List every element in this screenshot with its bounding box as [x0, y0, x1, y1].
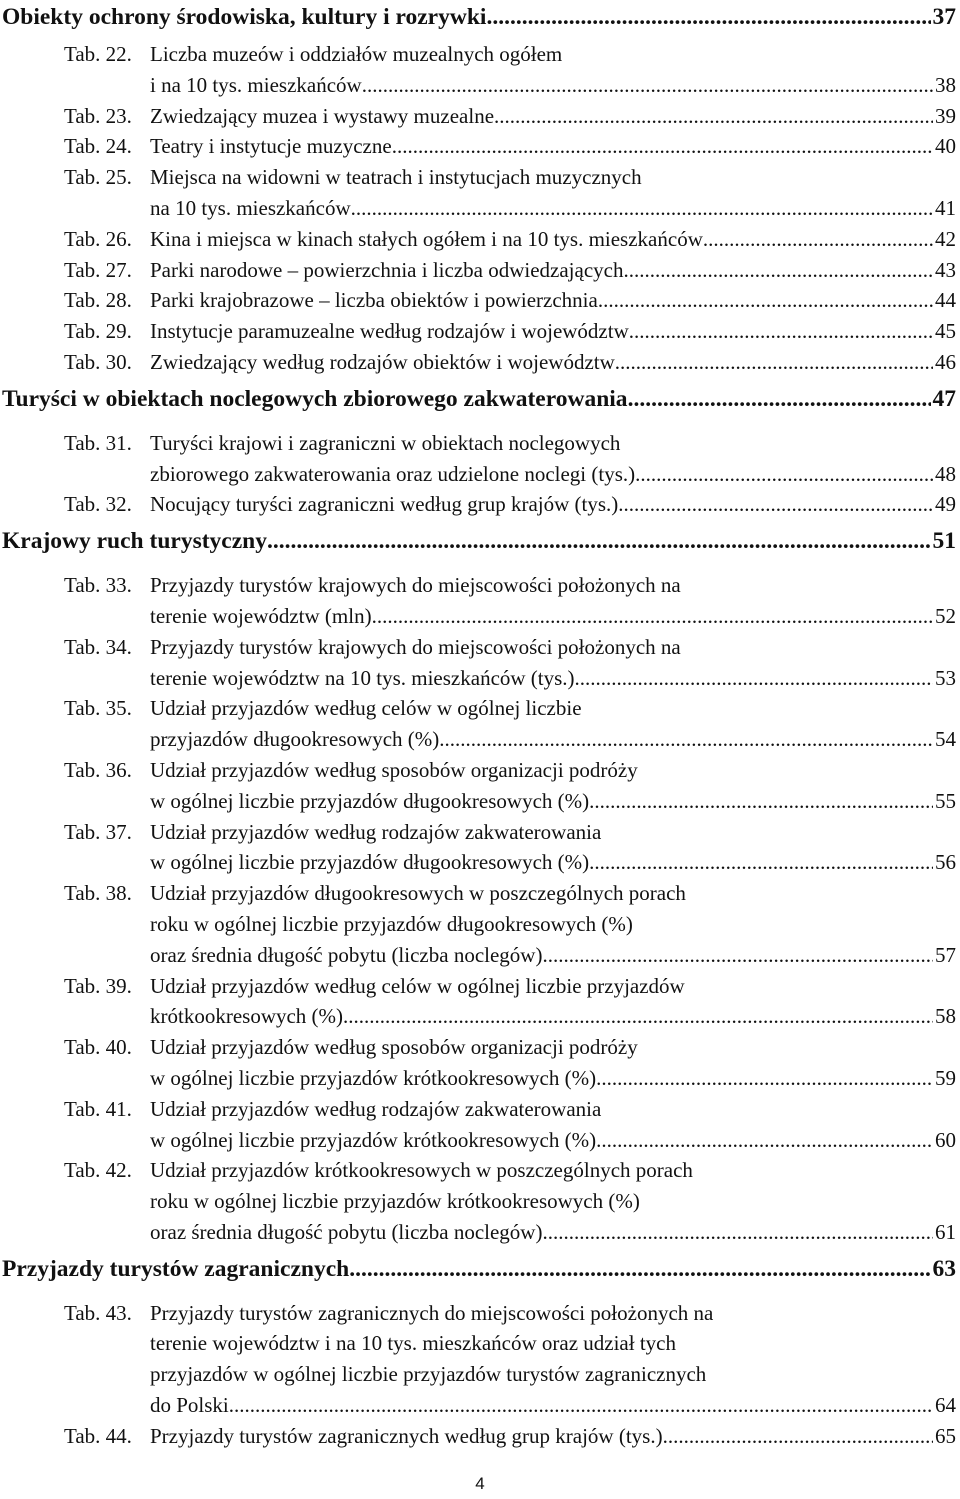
- entry-last-line: [150, 1125, 956, 1156]
- entry-body: [150, 1032, 956, 1094]
- dot-leader: [494, 101, 933, 132]
- entry-page-number: 45: [935, 319, 956, 344]
- toc-entry: [0, 1421, 960, 1452]
- entry-title-text: Udział przyjazdów według rodzajów zakwaterowania: [150, 1096, 602, 1121]
- entry-page-number: 55: [935, 788, 956, 813]
- entry-last-line: [150, 193, 956, 224]
- entry-page-number: 42: [935, 226, 956, 251]
- entry-last-line: [150, 1217, 956, 1248]
- dot-leader: [351, 193, 933, 224]
- toc-section-line: [2, 2, 956, 32]
- toc-entry: [0, 255, 960, 286]
- table-number: Tab. 43.: [64, 1300, 132, 1325]
- entry-page-number: 44: [935, 288, 956, 313]
- toc-entry: [0, 1155, 960, 1247]
- entry-body: [150, 162, 956, 224]
- dot-leader: [596, 1125, 933, 1156]
- entry-title-text: do Polski: [150, 1393, 229, 1418]
- dot-leader: [663, 1421, 933, 1452]
- dot-leader: [229, 1390, 933, 1421]
- entry-page-number: 46: [935, 349, 956, 374]
- entry-title-text: Zwiedzający muzea i wystawy muzealne: [150, 103, 495, 128]
- entry-title-text: oraz średnia długość pobytu (liczba noclegów): [150, 1219, 543, 1244]
- entry-page-number: 48: [935, 461, 956, 486]
- toc-entry: [0, 1298, 960, 1421]
- toc-entry: [0, 1094, 960, 1156]
- entry-last-line: [150, 940, 956, 971]
- entry-last-line: [150, 70, 956, 101]
- table-number: Tab. 25.: [64, 165, 132, 190]
- entry-last-line: [150, 316, 956, 347]
- entry-title-text: Przyjazdy turystów krajowych do miejscowości położonych na: [150, 634, 681, 659]
- entry-line: [150, 632, 956, 663]
- toc-entry: [0, 817, 960, 879]
- dot-leader: [598, 285, 933, 316]
- entry-title-text: Udział przyjazdów według sposobów organizacji podróży: [150, 1035, 638, 1060]
- entry-title-text: Miejsca na widowni w teatrach i instytucjach muzycznych: [150, 165, 642, 190]
- table-number: Tab. 22.: [64, 42, 132, 66]
- entry-last-line: [150, 131, 956, 162]
- entry-body: [150, 1094, 956, 1156]
- section-title: Turyści w obiektach noclegowych zbiorowego zakwaterowania: [2, 385, 628, 412]
- entry-last-line: [150, 489, 956, 520]
- entry-last-line: [150, 101, 956, 132]
- toc-section-line: [2, 526, 956, 556]
- dot-leader: [392, 131, 933, 162]
- section-title: Obiekty ochrony środowiska, kultury i rozrywki: [2, 4, 487, 30]
- entry-last-line: [150, 285, 956, 316]
- entry-title-text: terenie województw (mln): [150, 603, 372, 628]
- section-title: Przyjazdy turystów zagranicznych: [2, 1255, 350, 1282]
- entry-body: [150, 489, 956, 520]
- entry-body: [150, 971, 956, 1033]
- entry-title-text: roku w ogólnej liczbie przyjazdów krótkookresowych (%): [150, 1189, 640, 1214]
- dot-leader: [362, 70, 933, 101]
- entry-title-text: Udział przyjazdów długookresowych w poszczególnych porach: [150, 881, 686, 906]
- entry-last-line: [150, 786, 956, 817]
- entry-page-number: 40: [935, 134, 956, 159]
- entry-body: [150, 101, 956, 132]
- dot-leader: [542, 940, 933, 971]
- table-number: Tab. 33.: [64, 573, 132, 598]
- dot-leader: [542, 1217, 933, 1248]
- table-number: Tab. 27.: [64, 257, 132, 282]
- toc-entry: [0, 1032, 960, 1094]
- entry-line: [150, 39, 956, 70]
- entry-page-number: 38: [935, 72, 956, 97]
- entry-line: [150, 162, 956, 193]
- entry-title-text: Nocujący turyści zagraniczni według grup krajów (tys.): [150, 492, 619, 517]
- entry-body: [150, 255, 956, 286]
- toc-entry: [0, 39, 960, 101]
- entry-title-text: terenie województw i na 10 tys. mieszkańców oraz udział tych: [150, 1331, 676, 1356]
- entry-page-number: 61: [935, 1219, 956, 1244]
- entry-body: [150, 1298, 956, 1421]
- entry-title-text: w ogólnej liczbie przyjazdów długookresowych (%): [150, 850, 590, 875]
- toc-entry: [0, 570, 960, 632]
- entry-page-number: 59: [935, 1065, 956, 1090]
- entry-page-number: 41: [935, 195, 956, 220]
- dot-leader: [615, 347, 933, 378]
- toc-entry: [0, 755, 960, 817]
- dot-leader: [343, 1001, 933, 1032]
- entry-body: [150, 428, 956, 490]
- toc-entry: [0, 101, 960, 132]
- dot-leader: [635, 459, 933, 490]
- entry-page-number: 54: [935, 727, 956, 752]
- entry-last-line: [150, 1063, 956, 1094]
- toc-entry: [0, 428, 960, 490]
- entry-title-text: Parki krajobrazowe – liczba obiektów i powierzchnia: [150, 288, 598, 313]
- entry-title-text: terenie województw na 10 tys. mieszkańców (tys.): [150, 665, 575, 690]
- entry-title-text: Instytucje paramuzealne według rodzajów i województw: [150, 319, 629, 344]
- toc-section-heading: [0, 2, 960, 39]
- entry-body: [150, 316, 956, 347]
- table-number: Tab. 44.: [64, 1423, 132, 1448]
- entry-last-line: [150, 459, 956, 490]
- dot-leader: [628, 386, 931, 413]
- entry-last-line: [150, 601, 956, 632]
- entry-body: [150, 693, 956, 755]
- entry-page-number: 49: [935, 492, 956, 517]
- entry-page-number: 43: [935, 257, 956, 282]
- entry-title-text: Udział przyjazdów według sposobów organizacji podróży: [150, 757, 638, 782]
- entry-title-text: oraz średnia długość pobytu (liczba noclegów): [150, 942, 543, 967]
- table-number: Tab. 42.: [64, 1158, 132, 1183]
- dot-leader: [267, 528, 931, 555]
- entry-body: [150, 570, 956, 632]
- entry-page-number: 60: [935, 1127, 956, 1152]
- entry-last-line: [150, 663, 956, 694]
- dot-leader: [349, 1256, 930, 1283]
- entry-line: [150, 1155, 956, 1186]
- entry-line: [150, 693, 956, 724]
- table-number: Tab. 34.: [64, 634, 132, 659]
- entry-line: [150, 1094, 956, 1125]
- entry-page-number: 56: [935, 850, 956, 875]
- entry-line: [150, 755, 956, 786]
- entry-title-text: przyjazdów w ogólnej liczbie przyjazdów turystów zagranicznych: [150, 1362, 707, 1387]
- page-number: 4: [475, 1474, 485, 1493]
- table-number: Tab. 35.: [64, 696, 132, 721]
- entry-last-line: [150, 1390, 956, 1421]
- entry-last-line: [150, 1001, 956, 1032]
- toc-section-heading: [0, 384, 960, 428]
- entry-last-line: [150, 847, 956, 878]
- entry-line: [150, 1032, 956, 1063]
- table-number: Tab. 28.: [64, 288, 132, 313]
- entry-body: [150, 1421, 956, 1452]
- table-number: Tab. 31.: [64, 430, 132, 455]
- entry-last-line: [150, 224, 956, 255]
- entry-last-line: [150, 347, 956, 378]
- entry-line: [150, 1298, 956, 1329]
- toc-entry: [0, 131, 960, 162]
- entry-line: [150, 971, 956, 1002]
- section-page-number: 37: [932, 4, 956, 30]
- toc-entry: [0, 971, 960, 1033]
- dot-leader: [618, 489, 933, 520]
- toc-section-line: [2, 384, 956, 414]
- toc-entry: [0, 224, 960, 255]
- table-number: Tab. 39.: [64, 973, 132, 998]
- entry-title-text: Udział przyjazdów krótkookresowych w poszczególnych porach: [150, 1158, 693, 1183]
- entry-line: [150, 1328, 956, 1359]
- entry-title-text: Przyjazdy turystów krajowych do miejscowości położonych na: [150, 573, 681, 598]
- dot-leader: [623, 255, 933, 286]
- entry-title-text: Teatry i instytucje muzyczne: [150, 134, 392, 159]
- dot-leader: [372, 601, 933, 632]
- entry-body: [150, 817, 956, 879]
- entry-body: [150, 224, 956, 255]
- entry-body: [150, 347, 956, 378]
- table-number: Tab. 41.: [64, 1096, 132, 1121]
- dot-leader: [629, 316, 933, 347]
- dot-leader: [589, 786, 933, 817]
- entry-body: [150, 755, 956, 817]
- entry-title-text: Kina i miejsca w kinach stałych ogółem i na 10 tys. mieszkańców: [150, 226, 703, 251]
- table-number: Tab. 24.: [64, 134, 132, 159]
- toc-entry: [0, 162, 960, 224]
- table-number: Tab. 29.: [64, 319, 132, 344]
- toc-entry: [0, 632, 960, 694]
- entry-title-text: przyjazdów długookresowych (%): [150, 727, 440, 752]
- table-number: Tab. 32.: [64, 492, 132, 517]
- entry-title-text: roku w ogólnej liczbie przyjazdów długookresowych (%): [150, 911, 633, 936]
- entry-body: [150, 878, 956, 970]
- entry-title-text: w ogólnej liczbie przyjazdów krótkookresowych (%): [150, 1127, 597, 1152]
- entry-line: [150, 878, 956, 909]
- section-page-number: 51: [932, 528, 956, 555]
- toc-entry: [0, 878, 960, 970]
- entry-line: [150, 909, 956, 940]
- table-number: Tab. 23.: [64, 103, 132, 128]
- entry-page-number: 58: [935, 1004, 956, 1029]
- section-title: Krajowy ruch turystyczny: [2, 528, 267, 555]
- toc-section-heading: [0, 526, 960, 570]
- entry-line: [150, 1359, 956, 1390]
- entry-title-text: Udział przyjazdów według celów w ogólnej liczbie przyjazdów: [150, 973, 685, 998]
- entry-title-text: Przyjazdy turystów zagranicznych do miejscowości położonych na: [150, 1300, 714, 1325]
- entry-title-text: Zwiedzający według rodzajów obiektów i województw: [150, 349, 615, 374]
- entry-page-number: 65: [935, 1423, 956, 1448]
- dot-leader: [589, 847, 933, 878]
- toc-entry: [0, 316, 960, 347]
- toc-entry: [0, 489, 960, 520]
- entry-page-number: 57: [935, 942, 956, 967]
- dot-leader: [703, 224, 933, 255]
- entry-body: [150, 39, 956, 101]
- toc-entry: [0, 693, 960, 755]
- dot-leader: [486, 4, 930, 31]
- entry-line: [150, 428, 956, 459]
- entry-page-number: 39: [935, 103, 956, 128]
- entry-last-line: [150, 255, 956, 286]
- entry-title-text: Turyści krajowi i zagraniczni w obiektach noclegowych: [150, 430, 621, 455]
- toc-section-heading: [0, 1254, 960, 1298]
- toc-entry: [0, 347, 960, 378]
- entry-title-text: Przyjazdy turystów zagranicznych według grup krajów (tys.): [150, 1423, 663, 1448]
- entry-title-text: w ogólnej liczbie przyjazdów krótkookresowych (%): [150, 1065, 597, 1090]
- entry-body: [150, 285, 956, 316]
- entry-page-number: 52: [935, 603, 956, 628]
- dot-leader: [575, 663, 933, 694]
- toc-section-line: [2, 1254, 956, 1284]
- entry-line: [150, 570, 956, 601]
- table-number: Tab. 26.: [64, 226, 132, 251]
- dot-leader: [439, 724, 933, 755]
- entry-last-line: [150, 724, 956, 755]
- table-number: Tab. 37.: [64, 819, 132, 844]
- section-page-number: 63: [932, 1255, 956, 1282]
- table-number: Tab. 38.: [64, 881, 132, 906]
- dot-leader: [596, 1063, 933, 1094]
- entry-title-text: zbiorowego zakwaterowania oraz udzielone noclegi (tys.): [150, 461, 636, 486]
- toc-entry: [0, 285, 960, 316]
- entry-line: [150, 817, 956, 848]
- entry-title-text: Udział przyjazdów według rodzajów zakwaterowania: [150, 819, 602, 844]
- entry-body: [150, 1155, 956, 1247]
- entry-body: [150, 632, 956, 694]
- entry-title-text: w ogólnej liczbie przyjazdów długookresowych (%): [150, 788, 590, 813]
- entry-page-number: 64: [935, 1393, 956, 1418]
- table-number: Tab. 36.: [64, 757, 132, 782]
- entry-title-text: Parki narodowe – powierzchnia i liczba odwiedzających: [150, 257, 624, 282]
- entry-title-text: Liczba muzeów i oddziałów muzealnych ogółem: [150, 42, 563, 66]
- entry-last-line: [150, 1421, 956, 1452]
- entry-title-text: Udział przyjazdów według celów w ogólnej liczbie: [150, 696, 582, 721]
- table-number: Tab. 40.: [64, 1035, 132, 1060]
- entry-title-text: na 10 tys. mieszkańców: [150, 195, 351, 220]
- entry-title-text: i na 10 tys. mieszkańców: [150, 72, 362, 97]
- entry-body: [150, 131, 956, 162]
- table-number: Tab. 30.: [64, 349, 132, 374]
- section-page-number: 47: [932, 385, 956, 412]
- entry-line: [150, 1186, 956, 1217]
- entry-page-number: 53: [935, 665, 956, 690]
- entry-title-text: krótkookresowych (%): [150, 1004, 344, 1029]
